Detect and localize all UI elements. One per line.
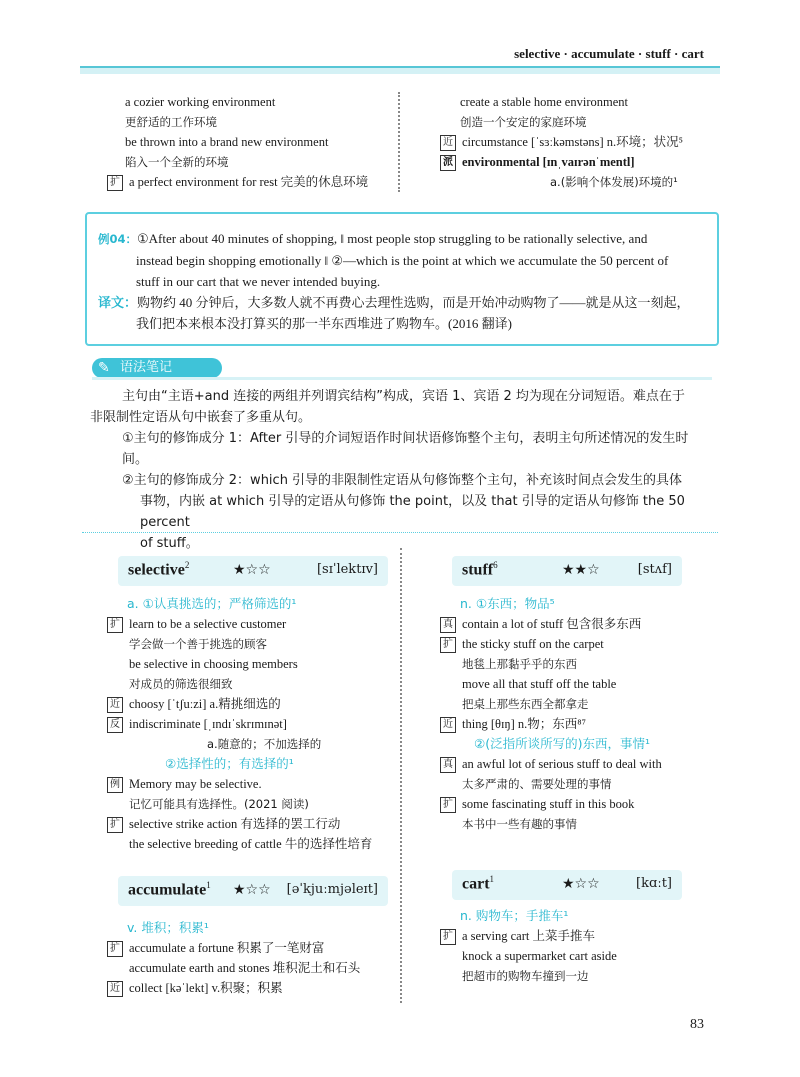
entry-accumulate-header (118, 876, 388, 906)
list-item: a.(影响个体发展)环境的¹ (550, 175, 678, 189)
sense: n. 购物车；手推车¹ (460, 908, 569, 923)
list-item: 把桌上那些东西全都拿走 (462, 697, 589, 711)
list-item: 学会做一个善于挑选的顾客 (129, 637, 267, 651)
entry-cart-header (452, 870, 682, 900)
list-item: 记忆可能具有选择性。(2021 阅读) (129, 797, 309, 811)
grammar-title: 语法笔记 (120, 360, 173, 375)
list-item: 陷入一个全新的环境 (125, 155, 229, 169)
phonetic: [stʌf] (637, 562, 672, 577)
headword: accumulate$^1$ (128, 880, 211, 899)
list-item: accumulate earth and stones 堆积泥土和石头 (129, 961, 361, 975)
list-item: 太多严肃的、需要处理的事情 (462, 777, 612, 791)
tag-icon: 真 (440, 617, 456, 633)
tag-icon: 扩 (107, 617, 123, 633)
tag-icon: 近 (107, 981, 123, 997)
tag-icon: 扩 (107, 817, 123, 833)
top-right-column (440, 92, 683, 192)
header-band (80, 66, 720, 74)
pen-icon: ✎ (98, 360, 110, 376)
list-item: create a stable home environment (460, 95, 628, 109)
tag-icon: 真 (440, 757, 456, 773)
grammar-content (90, 386, 710, 554)
entry-cart-body (440, 906, 617, 986)
star-rating: ★☆☆ (562, 876, 600, 892)
section-divider (82, 532, 718, 533)
tag-icon: 近 (107, 697, 123, 713)
entry-accumulate-body (107, 918, 360, 998)
page-number: 83 (690, 1017, 704, 1032)
sense: a. ①认真挑选的；严格筛选的¹ (127, 596, 297, 611)
list-item: selective strike action 有选择的罢工行动 (129, 817, 341, 831)
column-divider (398, 92, 408, 192)
list-item: a cozier working environment (125, 95, 276, 109)
phonetic: [əˈkjuːmjəleɪt] (286, 882, 378, 897)
sense: v. 堆积；积累¹ (127, 920, 209, 935)
grammar-p4: ②主句的修饰成分 2：which 引导的非限制性定语从句修饰整个主句，补充该时间点会发生的具体 (122, 473, 683, 488)
tag-icon: 扩 (107, 941, 123, 957)
list-item: choosy [ˈtʃuːzi] a.精挑细选的 (129, 697, 281, 711)
list-item: thing [θɪŋ] n.物；东西⁸⁷ (462, 717, 587, 731)
grammar-p6: of stuff。 (140, 536, 199, 551)
translation-label: 译文： (98, 295, 138, 310)
grammar-bar (92, 377, 712, 380)
list-item: be thrown into a brand new environment (125, 135, 329, 149)
list-item: indiscriminate [ˌɪndɪˈskrɪmɪnət] (129, 717, 287, 731)
tag-icon: 近 (440, 717, 456, 733)
list-item: collect [kəˈlekt] v.积聚；积累 (129, 981, 283, 995)
entry-stuff-body (440, 594, 662, 834)
phonetic: [sɪˈlektɪv] (316, 562, 378, 577)
example-line-2: instead begin shopping emotionally ‖ ②—which is the point at which we accumulate the 50 percent of (136, 253, 669, 268)
grammar-p2: 非限制性定语从句中嵌套了多重从句。 (90, 410, 312, 425)
list-item: an awful lot of serious stuff to deal with (462, 757, 662, 771)
list-item: Memory may be selective. (129, 777, 262, 791)
tag-icon: 例 (107, 777, 123, 793)
list-item: 派 environmental [ɪnˌvaɪrənˈmentl] (440, 152, 683, 172)
headword: selective$^2$ (128, 560, 190, 579)
list-item: the selective breeding of cattle 牛的选择性培育 (129, 837, 373, 851)
list-item: 把超市的购物车撞到一边 (462, 969, 589, 983)
entry-selective-body (107, 594, 372, 854)
grammar-notes-tab (92, 358, 222, 378)
list-item: 地毯上那黏乎乎的东西 (462, 657, 577, 671)
list-item: 更舒适的工作环境 (125, 115, 217, 129)
entry-stuff-header (452, 556, 682, 586)
list-item: 近 circumstance [ˈsɜːkəmstəns] n.环境；状况⁵ (440, 132, 683, 152)
list-item: a serving cart 上菜手推车 (462, 929, 595, 943)
list-item: the sticky stuff on the carpet (462, 637, 604, 651)
list-item: 本书中一些有趣的事情 (462, 817, 577, 831)
list-item: 创造一个安定的家庭环境 (460, 115, 587, 129)
top-left-column (107, 92, 368, 192)
sense: ②选择性的；有选择的¹ (165, 756, 294, 771)
example-content (98, 228, 708, 334)
example-line-3: stuff in our cart that we never intended buying. (136, 274, 381, 289)
translation-line-2: 我们把本来根本没打算买的那一半东西堆进了购物车。(2016 翻译) (136, 316, 512, 331)
entry-selective-header (118, 556, 388, 586)
list-item: learn to be a selective customer (129, 617, 287, 631)
headword: stuff$^6$ (462, 560, 498, 579)
column-divider (400, 548, 410, 1003)
list-item: 扩 a perfect environment for rest 完美的休息环境 (107, 172, 368, 192)
list-item: a.随意的；不加选择的 (207, 737, 322, 751)
translation-line-1: 购物约 40 分钟后，大多数人就不再费心去理性选购，而是开始冲动购物了——就是从这一刻起， (137, 295, 690, 310)
list-item: accumulate a fortune 积累了一笔财富 (129, 941, 325, 955)
page-header-title: selective · accumulate · stuff · cart (514, 46, 704, 61)
tag-icon: 扩 (440, 637, 456, 653)
headword: cart$^1$ (462, 874, 495, 893)
tag-icon: 派 (440, 155, 456, 171)
phonetic: [kɑːt] (636, 876, 672, 891)
list-item: knock a supermarket cart aside (462, 949, 617, 963)
example-line-1: ①After about 40 minutes of shopping, ‖ most people stop struggling to be rationally selective, and (137, 231, 648, 246)
grammar-p5: 事物，内嵌 at which 引导的定语从句修饰 the point，以及 that 引导的定语从句修饰 the 50 percent (140, 494, 685, 530)
sense: n. ①东西；物品⁵ (460, 596, 555, 611)
tag-icon: 近 (440, 135, 456, 151)
list-item: move all that stuff off the table (462, 677, 617, 691)
sense: ②(泛指所谈所写的)东西，事情¹ (474, 736, 650, 751)
list-item: some fascinating stuff in this book (462, 797, 635, 811)
example-label: 例04： (98, 232, 138, 246)
tag-icon: 扩 (440, 929, 456, 945)
list-item: be selective in choosing members (129, 657, 298, 671)
tag-icon: 反 (107, 717, 123, 733)
tag-icon: 扩 (440, 797, 456, 813)
list-item: 对成员的筛选很细致 (129, 677, 233, 691)
star-rating: ★☆☆ (233, 882, 271, 898)
list-item: contain a lot of stuff 包含很多东西 (462, 617, 642, 631)
grammar-p1: 主句由“主语+and 连接的两组并列谓宾结构”构成，宾语 1、宾语 2 均为现在分词短语。难点在于 (122, 389, 685, 404)
tag-icon: 扩 (107, 175, 123, 191)
star-rating: ★☆☆ (233, 562, 271, 578)
grammar-p3: ①主句的修饰成分 1：After 引导的介词短语作时间状语修饰整个主句，表明主句所述情况的发生时间。 (122, 431, 689, 467)
star-rating: ★★☆ (562, 562, 600, 578)
